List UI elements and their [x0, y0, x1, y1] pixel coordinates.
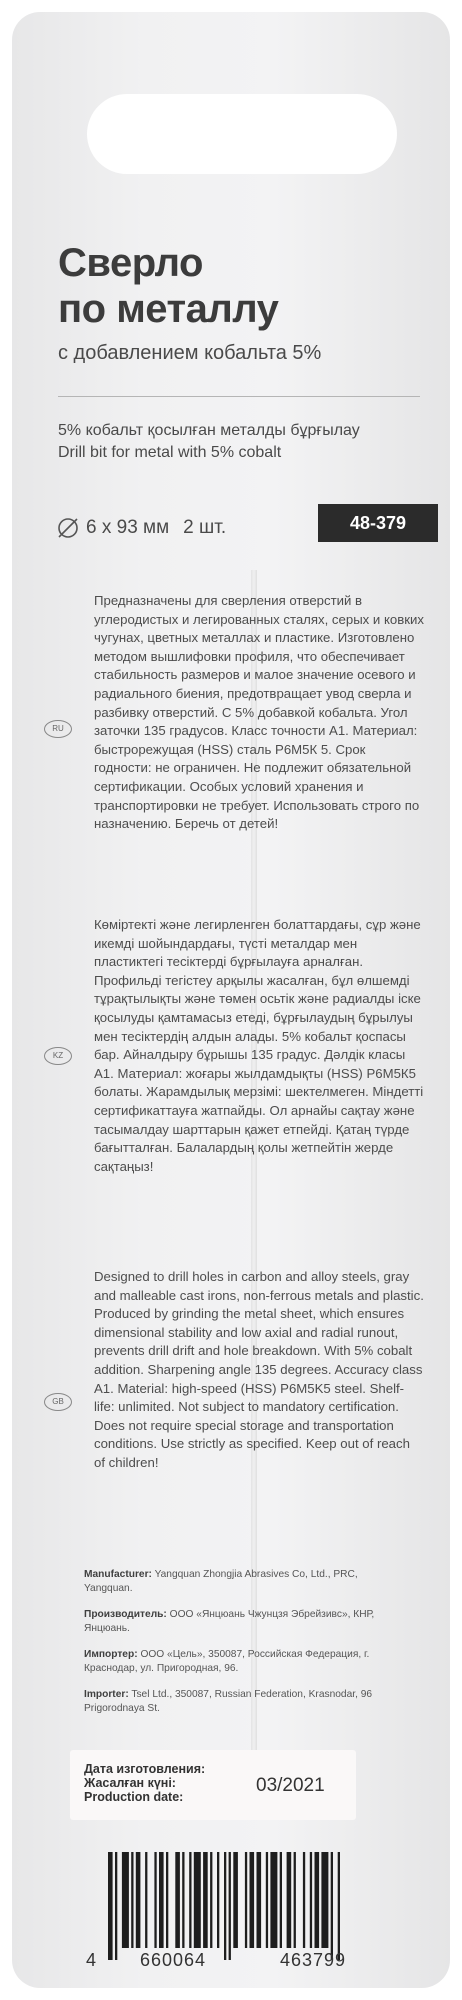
diameter-icon	[56, 516, 80, 540]
barcode-digit-first: 4	[86, 1950, 98, 1970]
barcode-bar	[229, 1852, 231, 1960]
importer-ru-label: Импортер:	[84, 1649, 138, 1660]
barcode-bar	[154, 1852, 156, 1948]
producer-text: ООО «Янцюань Чжунцзя Эбрейзивс», КНР, Янцюань.	[84, 1609, 375, 1634]
barcode-bar	[321, 1852, 328, 1948]
barcode-bar	[182, 1852, 184, 1948]
barcode-bar	[131, 1852, 133, 1948]
lang-badge-gb: GB	[44, 1393, 72, 1411]
importer-en-label: Importer:	[84, 1689, 129, 1700]
subtitle-en: Drill bit for metal with 5% cobalt	[58, 444, 282, 461]
size-dimensions: 6 x 93 мм	[86, 517, 170, 538]
title-line-1: Сверло	[58, 241, 203, 285]
barcode-bar	[303, 1852, 305, 1948]
manufacturer-label: Manufacturer:	[84, 1569, 152, 1580]
barcode-bar	[122, 1852, 129, 1948]
barcode-bar	[250, 1852, 255, 1948]
description-en-text: Designed to drill holes in carbon and alloy steels, gray and malleable cast irons, non-ferrous metals and plastic. Produced by grinding the metal sheet, which ensures dimensional stability and low axial and radial runout, prevents drill drift and hole breakdown. With 5% cobalt addition. Sharpening angle 135 degrees. Accuracy class A1. Material: high-speed (HSS) P6M5K5 steel. Shelf-life: unlimited. Not subject to mandatory certification. Does not require special storage and transportation conditions. Use strictly as specified. Keep out of reach of children!	[94, 1269, 424, 1470]
production-date-label-en: Production date:	[84, 1790, 184, 1804]
barcode-bar	[257, 1852, 262, 1948]
title-line-2: по металлу	[58, 287, 279, 331]
producer-label: Производитель:	[84, 1609, 167, 1620]
size-quantity: 2 шт.	[183, 517, 227, 538]
barcode-digits	[86, 1950, 386, 1971]
sku-badge: 48-379	[318, 504, 438, 542]
barcode-bar	[294, 1852, 296, 1948]
barcode-digits-left: 660064	[139, 1950, 207, 1970]
barcode-bar	[145, 1852, 147, 1948]
product-title	[58, 240, 278, 332]
divider	[58, 396, 420, 397]
barcode-bar	[266, 1852, 268, 1948]
barcode-bar	[203, 1852, 208, 1948]
description-kz-text: Көміртекті және легирленген болаттардағы, сұр және икемді шойындардағы, түсті металдар мен пластиктегі тесіктерді бұрғылауға арналған. Профильді тегістеу арқылы жасалған, бұл өлшемді тұрақтылықты және төмен осьтік және радиалды іске қосылуды қамтамасыз етеді, бұрғылаудың бұрылуы мен тесіктердің алдын алады. 5% кобальт қоспасы бар. Айналдыру бұрышы 135 градус. Дәлдік класы А1. Материал: жоғары жылдамдықты (HSS) Р6М5К5 болаты. Жарамдылық мерзімі: шектелмеген. Міндетті сертификаттауға жатпайды. Ол арнайы сақтау және тасымалдау шарттарын қажет етпейді. Қатаң түрде бағытталған. Балалардың қолы жетпейтін жерде сақтаңыз!	[94, 917, 424, 1174]
lang-badge-ru: RU	[44, 720, 72, 738]
production-date-label-ru: Дата изготовления:	[84, 1762, 206, 1776]
production-date-box	[70, 1750, 356, 1820]
importer-ru-text: ООО «Цель», 350087, Российская Федерация, г. Краснодар, ул. Пригородная, 96.	[84, 1649, 370, 1674]
barcode-bar	[280, 1852, 282, 1948]
importer-en-info	[84, 1688, 384, 1716]
barcode-bar	[233, 1852, 238, 1948]
barcode-bar	[315, 1852, 320, 1948]
hang-hole	[87, 94, 397, 174]
barcode-bar	[224, 1852, 226, 1960]
subtitle-kz: 5% кобальт қосылған металды бұрғылау	[58, 422, 360, 439]
barcode-bar	[310, 1852, 312, 1948]
production-date-label-kz: Жасалған күні:	[84, 1776, 176, 1790]
barcode-bar	[270, 1852, 277, 1948]
production-date-value: 03/2021	[256, 1775, 325, 1796]
barcode-bar	[166, 1852, 168, 1948]
importer-ru-info	[84, 1648, 384, 1676]
barcode-bar	[338, 1852, 340, 1960]
barcode-bar	[189, 1852, 191, 1948]
barcode-bar	[108, 1852, 113, 1960]
lang-badge-kz: KZ	[44, 1047, 72, 1065]
description-kz	[94, 916, 424, 1176]
barcode-bar	[210, 1852, 212, 1948]
barcode-bar	[175, 1852, 180, 1948]
manufacturer-text: Yangquan Zhongjia Abrasives Co, Ltd., PRC, Yangquan.	[84, 1569, 358, 1594]
barcode-bar	[136, 1852, 141, 1948]
subtitle-ru: с добавлением кобальта 5%	[58, 342, 322, 364]
description-ru	[94, 592, 424, 834]
barcode-bar	[245, 1852, 247, 1948]
barcode-bar	[115, 1852, 117, 1960]
barcode-bar	[194, 1852, 201, 1948]
barcode-bar	[331, 1852, 333, 1960]
barcode-bar	[217, 1852, 219, 1948]
description-ru-text: Предназначены для сверления отверстий в углеродистых и легированных сталях, серых и ковких чугунах, цветных металлах и пластике. Изготовлено методом вышлифовки профиля, что обеспечивает стабильность размеров и малое значение осевого и радиального биения, предотвращает увод сверла и разбивку отверстий. С 5% добавкой кобальта. Угол заточки 135 градусов. Класс точности А1. Материал: быстрорежущая (HSS) сталь Р6М5К 5. Срок годности: не ограничен. Не подлежит обязательной сертификации. Особых условий хранения и транспортировки не требует. Использовать строго по назначению. Беречь от детей!	[94, 593, 424, 832]
producer-info	[84, 1608, 384, 1636]
barcode-digits-right: 463799	[279, 1950, 347, 1970]
importer-en-text: Tsel Ltd., 350087, Russian Federation, Krasnodar, 96 Prigorodnaya St.	[84, 1689, 373, 1714]
production-date-labels	[84, 1762, 205, 1804]
description-en	[94, 1268, 424, 1473]
size-row	[56, 516, 226, 540]
barcode-bar	[287, 1852, 292, 1948]
barcode-bar	[159, 1852, 164, 1948]
manufacturer-info	[84, 1568, 384, 1596]
